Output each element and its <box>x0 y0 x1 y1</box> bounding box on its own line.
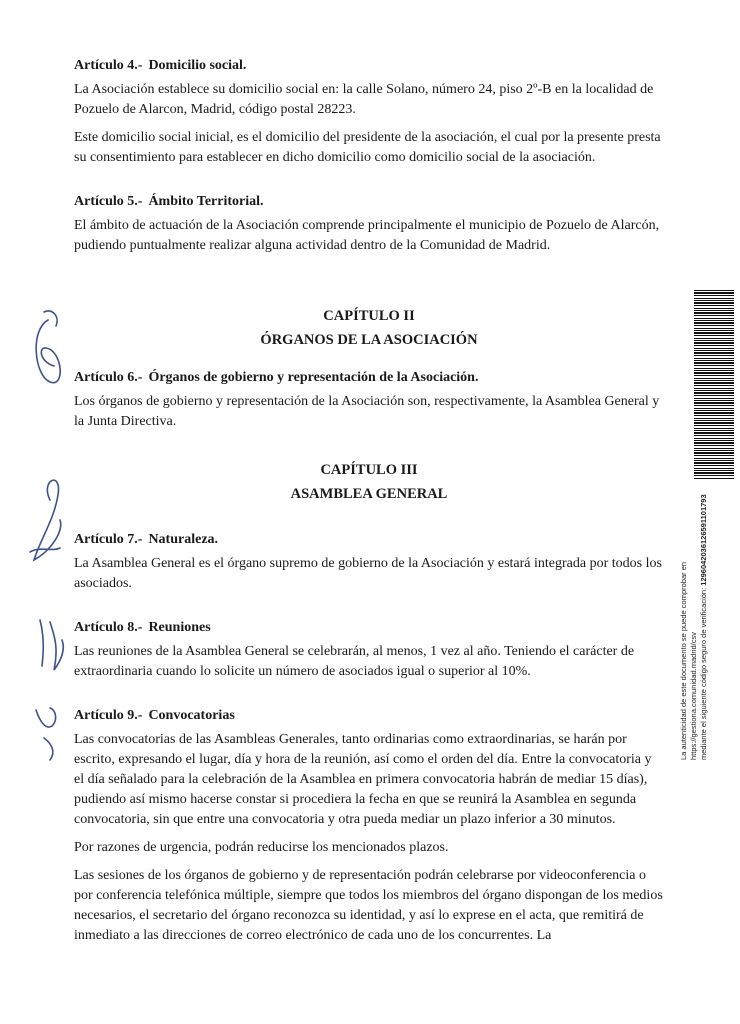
article-4-heading <box>74 58 664 74</box>
article-4-label: Artículo 4.- <box>74 58 143 73</box>
article-5-label: Artículo 5.- <box>74 194 143 209</box>
chapter-2-number: CAPÍTULO II <box>323 308 415 324</box>
chapter-3-title: ASAMBLEA GENERAL <box>290 486 448 502</box>
article-9-label: Artículo 9.- <box>74 708 143 723</box>
barcode-icon <box>694 290 734 480</box>
article-6-label: Artículo 6.- <box>74 370 143 385</box>
chapter-2-title: ÓRGANOS DE LA ASOCIACIÓN <box>260 332 478 348</box>
article-7-label: Artículo 7.- <box>74 532 143 547</box>
handwritten-signature-icon <box>0 290 80 770</box>
article-7-heading <box>74 532 664 548</box>
verification-text <box>679 480 709 760</box>
article-6-paragraph-1: Los órganos de gobierno y representación de la Asociación son, respectivamente, la Asamblea General y la Junta Directiva. <box>74 394 660 429</box>
article-4-title: Domicilio social. <box>148 58 247 73</box>
verification-line-3 <box>699 480 709 760</box>
verification-line-2: https://gestiona.comunidad.madrid/csv <box>689 632 698 760</box>
article-9-paragraph-2: Por razones de urgencia, podrán reducirse los mencionados plazos. <box>74 840 449 855</box>
article-9-paragraph-3: Las sesiones de los órganos de gobierno y de representación podrán celebrarse por videoconferencia o por conferencia telefónica múltiple, siempre que todos los miembros del órgano dispongan de los medios necesarios, el secretario del órgano reconozca su identidad, y así lo exprese en el acta, que remitirá de inmediato a las direcciones de correo electrónico de cada uno de los concurrentes. La <box>74 868 663 943</box>
chapter-3-number: CAPÍTULO III <box>320 462 418 478</box>
article-5-heading <box>74 194 664 210</box>
article-8-heading <box>74 620 664 636</box>
verification-line-1: La autenticidad de este documento se puede comprobar en <box>679 561 688 760</box>
article-8-title: Reuniones <box>148 620 211 635</box>
article-4-paragraph-2: Este domicilio social inicial, es el domicilio del presidente de la asociación, el cual por la presente presta su consentimiento para establecer en dicho domicilio como domicilio social de la asociación. <box>74 130 661 165</box>
article-9-heading <box>74 708 664 724</box>
article-9-title: Convocatorias <box>148 708 235 723</box>
article-7-title: Naturaleza. <box>148 532 219 547</box>
article-5-paragraph-1: El ámbito de actuación de la Asociación comprende principalmente el municipio de Pozuelo de Alarcón, pudiendo puntualmente realizar alguna actividad dentro de la Comunidad de Madrid. <box>74 218 660 253</box>
document-body <box>74 58 664 954</box>
article-6-heading <box>74 370 664 386</box>
verification-line-3-prefix: mediante el siguiente código seguro de verificación: <box>699 587 708 760</box>
verification-sidebar <box>676 70 736 760</box>
verification-code: 1296042036126591101793 <box>699 494 708 586</box>
article-7-paragraph-1: La Asamblea General es el órgano supremo de gobierno de la Asociación y estará integrada por todos los asociados. <box>74 556 662 591</box>
article-8-label: Artículo 8.- <box>74 620 143 635</box>
article-5-title: Ámbito Territorial. <box>148 194 264 209</box>
article-9-paragraph-1: Las convocatorias de las Asambleas Generales, tanto ordinarias como extraordinarias, se harán por escrito, expresando el lugar, día y hora de la reunión, así como el orden del día. Entre la convocatoria y el día señalado para la celebración de la Asamblea en primera convocatoria habrán de mediar 15 días), pudiendo así mismo hacerse constar si procediera la fecha en que se reunirá la Asamblea en segunda convocatoria, sin que entre una convocatoria y otra pueda mediar un plazo inferior a 30 minutos. <box>74 732 652 827</box>
article-4-paragraph-1: La Asociación establece su domicilio social en: la calle Solano, número 24, piso 2º-B en la localidad de Pozuelo de Alarcon, Madrid, código postal 28223. <box>74 82 654 117</box>
margin-signatures <box>0 290 80 770</box>
article-8-paragraph-1: Las reuniones de la Asamblea General se celebrarán, al menos, 1 vez al año. Teniendo el carácter de extraordinaria cuando lo solicite un número de asociados igual o superior al 10%. <box>74 644 635 679</box>
article-6-title: Órganos de gobierno y representación de la Asociación. <box>148 370 479 385</box>
